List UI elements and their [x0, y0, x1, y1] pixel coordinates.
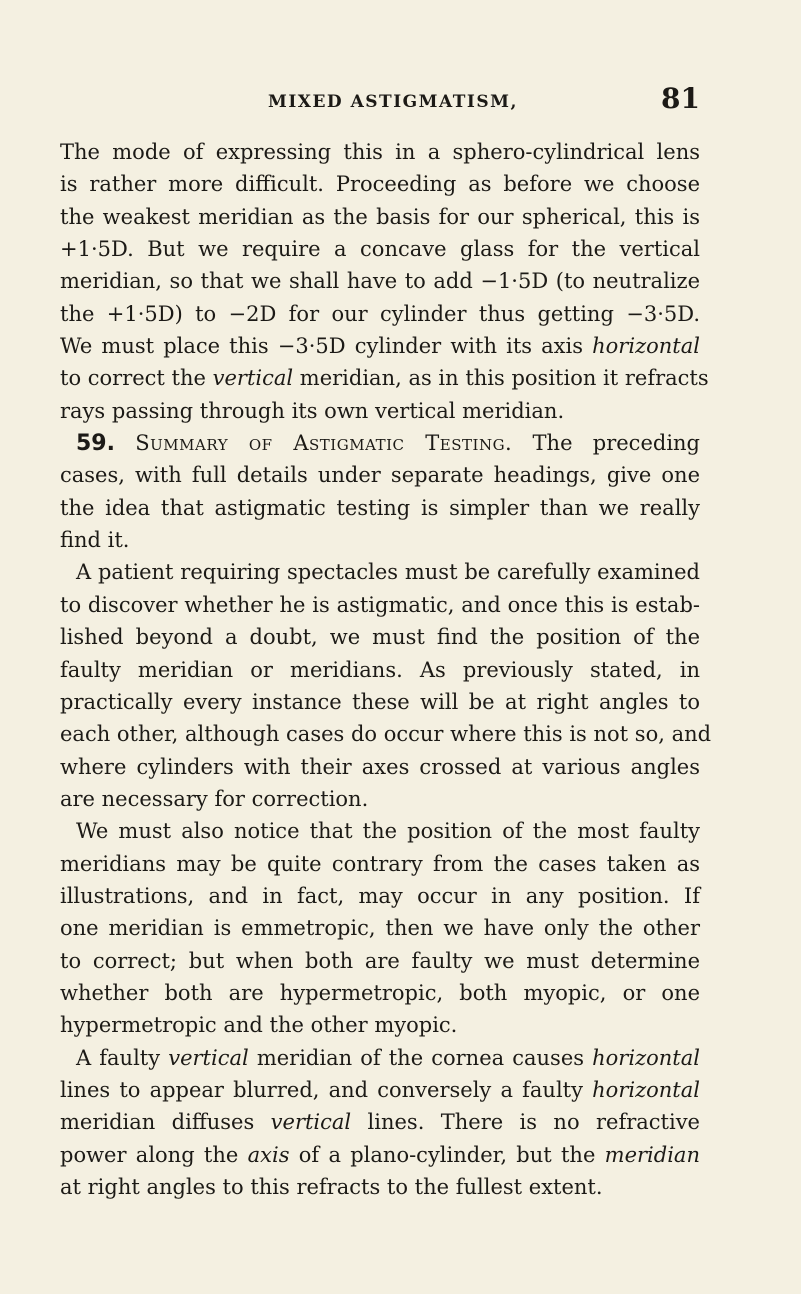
text-line: faulty meridian or meridians. As previously stated, in	[60, 657, 700, 682]
page-header	[60, 82, 700, 126]
text-line: to correct; but when both are faulty we must determine	[60, 948, 700, 973]
italic-term: vertical	[212, 366, 294, 391]
text-segment: lines to appear blurred, and conversely a faulty	[60, 1077, 583, 1102]
text-segment: A faulty	[76, 1045, 161, 1070]
text-segment: meridian of the cornea causes	[256, 1045, 585, 1070]
section-number: 59.	[76, 431, 115, 457]
text-line: illustrations, and in fact, may occur in any position. If	[60, 883, 700, 908]
text-segment: meridian diffuses	[60, 1110, 255, 1135]
running-head: MIXED ASTIGMATISM,	[268, 92, 518, 112]
italic-term: horizontal	[592, 1045, 700, 1070]
text-line: practically every instance these will be at right angles to	[60, 689, 700, 714]
text-line: where cylinders with their axes crossed at various angles	[60, 754, 700, 779]
text-line: +1·5D. But we require a concave glass for the vertical	[60, 237, 700, 262]
text-line: The mode of expressing this in a sphero-cylindrical lens	[60, 140, 700, 164]
text-line	[60, 330, 700, 362]
body-text	[60, 136, 712, 1203]
text-line: the idea that astigmatic testing is simpler than we really	[60, 495, 700, 520]
italic-term: meridian	[604, 1142, 700, 1167]
text-segment: meridian, as in this position it refracts	[299, 366, 709, 391]
text-segment: to correct the	[60, 366, 206, 391]
text-line: one meridian is emmetropic, then we have only the other	[60, 916, 700, 941]
text-line	[60, 1139, 700, 1171]
text-line: each other, although cases do occur where this is not so, and	[60, 722, 712, 747]
text-segment: lines. There is no refractive	[367, 1110, 700, 1135]
text-line: at right angles to this refracts to the fullest extent.	[60, 1175, 603, 1199]
section-heading-line	[60, 427, 700, 459]
text-line: rays passing through its own vertical meridian.	[60, 398, 565, 423]
text-line	[60, 362, 709, 394]
italic-term: axis	[247, 1142, 290, 1167]
text-line: A patient requiring spectacles must be carefully examined	[76, 560, 700, 585]
text-line: are necessary for correction.	[60, 786, 369, 811]
text-line: lished beyond a doubt, we must find the position of the	[60, 625, 700, 650]
text-line	[60, 1042, 700, 1074]
section-title: Summary of Astigmatic Testing.	[135, 431, 513, 456]
text-segment: power along the	[60, 1142, 239, 1167]
italic-term: vertical	[270, 1110, 352, 1135]
text-line	[60, 1074, 700, 1106]
italic-term: horizontal	[592, 1077, 700, 1102]
text-line: hypermetropic and the other myopic.	[60, 1013, 458, 1038]
text-line	[60, 1106, 700, 1138]
text-line: is rather more difficult. Proceeding as before we choose	[60, 172, 700, 197]
italic-term: vertical	[168, 1045, 249, 1070]
text-line: meridians may be quite contrary from the cases taken as	[60, 851, 700, 876]
page-number: 81	[661, 82, 700, 115]
text-line: find it.	[60, 528, 130, 553]
text-line: cases, with full details under separate headings, give one	[60, 463, 700, 488]
text-segment: We must place this −3·5D cylinder with its axis	[60, 334, 584, 359]
text-line: meridian, so that we shall have to add −1·5D (to neutralize	[60, 269, 700, 294]
text-line: the weakest meridian as the basis for our spherical, this is	[60, 204, 700, 229]
text-line: whether both are hypermetropic, both myopic, or one	[60, 980, 700, 1005]
text-line: the +1·5D) to −2D for our cylinder thus getting −3·5D.	[60, 301, 700, 326]
text-line: to discover whether he is astigmatic, and once this is estab-	[60, 592, 700, 617]
text-segment: The preceding	[532, 431, 700, 456]
text-line: We must also notice that the position of the most faulty	[76, 819, 700, 844]
text-segment: of a plano-cylinder, but the	[298, 1142, 596, 1167]
italic-term: horizontal	[592, 334, 700, 359]
